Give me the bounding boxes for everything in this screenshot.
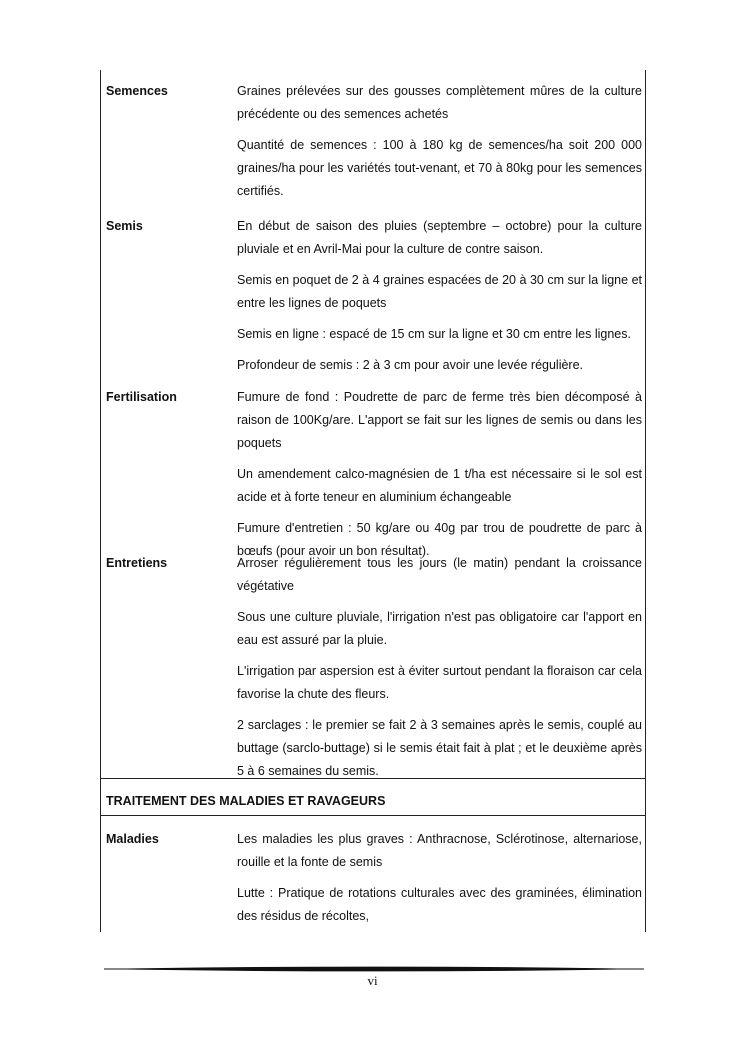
paragraph: Fumure de fond : Poudrette de parc de ferme très bien décomposé à raison de 100Kg/are. L'apport se fait sur les lignes de semis ou dans les poquets <box>237 390 642 450</box>
section-title: TRAITEMENT DES MALADIES ET RAVAGEURS <box>106 794 386 808</box>
paragraph: Quantité de semences : 100 à 180 kg de semences/ha soit 200 000 graines/ha pour les variétés tout-venant, et 70 à 80kg pour les semences certifiés. <box>237 138 642 198</box>
paragraph: Semis en ligne : espacé de 15 cm sur la ligne et 30 cm entre les lignes. <box>237 327 631 341</box>
paragraph: Profondeur de semis : 2 à 3 cm pour avoir une levée régulière. <box>237 358 584 372</box>
paragraph: Sous une culture pluviale, l'irrigation n'est pas obligatoire car l'apport en eau est assuré par la pluie. <box>237 610 642 647</box>
row-content <box>237 215 642 385</box>
row-content <box>237 386 642 571</box>
footer-decorative-rule <box>104 965 644 973</box>
paragraph: L'irrigation par aspersion est à éviter surtout pendant la floraison car cela favorise la chute des fleurs. <box>237 664 642 701</box>
table-left-border <box>100 70 101 932</box>
row-label: Semences <box>106 84 168 98</box>
row-content <box>237 552 642 791</box>
paragraph: Arroser régulièrement tous les jours (le matin) pendant la croissance végétative <box>237 556 642 593</box>
crop-table <box>100 70 646 932</box>
row-label: Entretiens <box>106 556 168 570</box>
paragraph: Fumure d'entretien : 50 kg/are ou 40g par trou de poudrette de parc à bœufs (pour avoir un bon résultat). <box>237 521 642 558</box>
paragraph: Graines prélevées sur des gousses complètement mûres de la culture précédente ou des semences achetés <box>237 84 642 121</box>
paragraph: Les maladies les plus graves : Anthracnose, Sclérotinose, alternariose, rouille et la fonte de semis <box>237 832 642 869</box>
paragraph: En début de saison des pluies (septembre – octobre) pour la culture pluviale et en Avril-Mai pour la culture de contre saison. <box>237 219 642 256</box>
row-content <box>237 80 642 211</box>
section-divider-bottom <box>100 815 646 816</box>
row-label: Semis <box>106 219 143 233</box>
paragraph: Semis en poquet de 2 à 4 graines espacées de 20 à 30 cm sur la ligne et entre les lignes de poquets <box>237 273 642 310</box>
row-content <box>237 828 642 936</box>
paragraph: 2 sarclages : le premier se fait 2 à 3 semaines après le semis, couplé au buttage (sarclo-buttage) si le semis était fait à plat ; et le deuxième après 5 à 6 semaines du semis. <box>237 718 642 778</box>
row-label: Fertilisation <box>106 390 177 404</box>
paragraph: Un amendement calco-magnésien de 1 t/ha est nécessaire si le sol est acide et à forte teneur en aluminium échangeable <box>237 467 642 504</box>
row-label: Maladies <box>106 832 159 846</box>
page-number: vi <box>367 973 378 988</box>
table-right-border <box>645 70 646 932</box>
paragraph: Lutte : Pratique de rotations culturales avec des graminées, élimination des résidus de récoltes, <box>237 886 642 923</box>
